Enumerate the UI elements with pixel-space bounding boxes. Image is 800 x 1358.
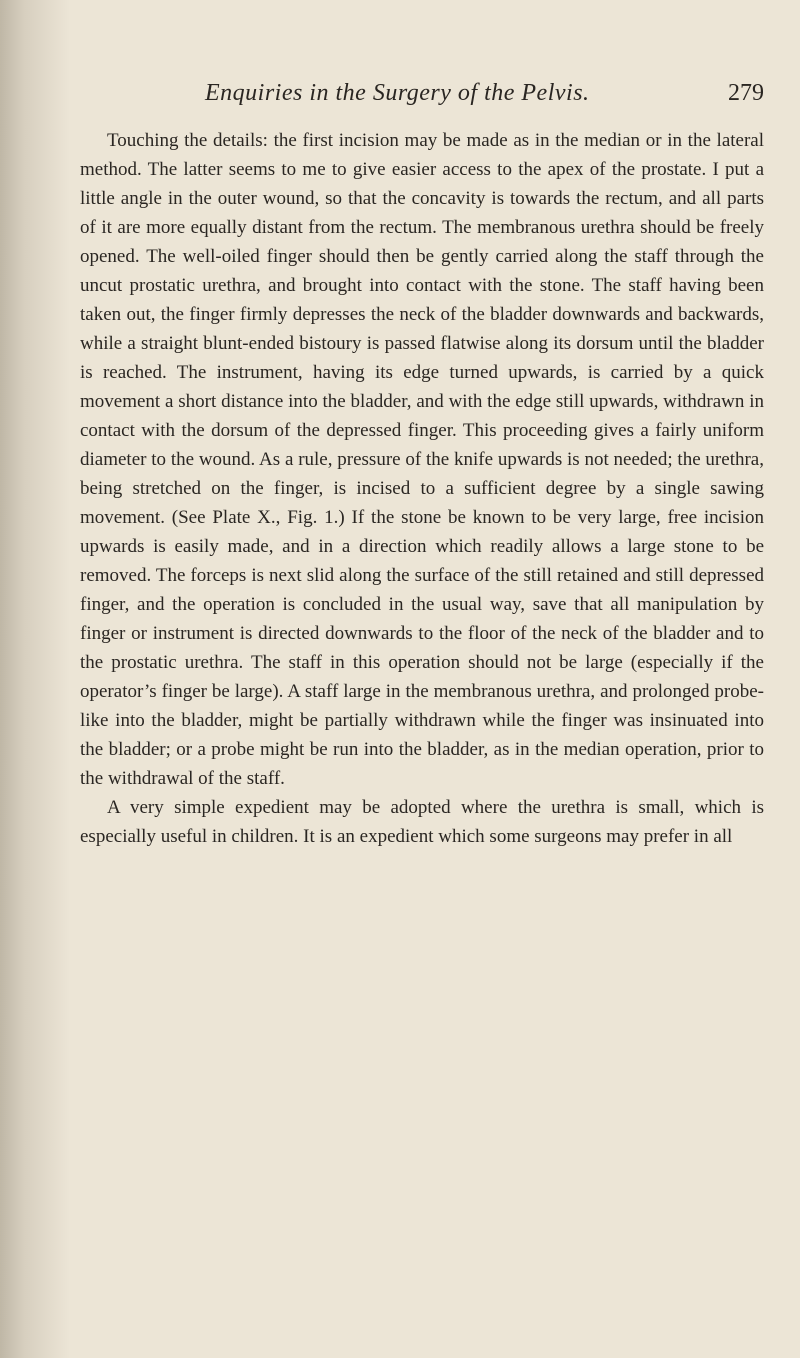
- book-page: [80, 0, 780, 1358]
- paragraph: Touching the details: the first incision may be made as in the median or in the lateral method. The latter seems to me to give easier access to the apex of the prostate. I put a little angle in the outer wound, so that the concavity is towards the rectum, and all parts of it are more equally distant from the rectum. The membranous urethra should be freely opened. The well-oiled finger should then be gently carried along the staff through the uncut prostatic urethra, and brought into contact with the stone. The staff having been taken out, the finger firmly depresses the neck of the bladder downwards and backwards, while a straight blunt-ended bistoury is passed flatwise along its dorsum until the bladder is reached. The instrument, having its edge turned upwards, is carried by a quick movement a short distance into the bladder, and with the edge still upwards, withdrawn in contact with the dorsum of the depressed finger. This proceeding gives a fairly uniform diameter to the wound. As a rule, pressure of the knife upwards is not needed; the urethra, being stretched on the finger, is incised to a sufficient degree by a single sawing movement. (See Plate X., Fig. 1.) If the stone be known to be very large, free incision upwards is easily made, and in a direction which readily allows a large stone to be removed. The forceps is next slid along the surface of the still retained and still depressed finger, and the operation is concluded in the usual way, save that all manipulation by finger or instrument is directed downwards to the floor of the neck of the bladder and to the prostatic urethra. The staff in this operation should not be large (especially if the operator’s finger be large). A staff large in the membranous urethra, and prolonged probe-like into the bladder, might be partially withdrawn while the finger was insinuated into the bladder; or a probe might be run into the bladder, as in the median operation, prior to the withdrawal of the staff.: [80, 130, 764, 789]
- paragraph: A very simple expedient may be adopted where the urethra is small, which is especially useful in children. It is an expedient which some surgeons may prefer in all: [80, 797, 764, 847]
- page-number: 279: [728, 80, 764, 106]
- page-header: [80, 80, 780, 110]
- page-gutter-shadow: [0, 0, 70, 1358]
- running-title: Enquiries in the Surgery of the Pelvis.: [205, 80, 590, 106]
- body-text: [80, 126, 764, 851]
